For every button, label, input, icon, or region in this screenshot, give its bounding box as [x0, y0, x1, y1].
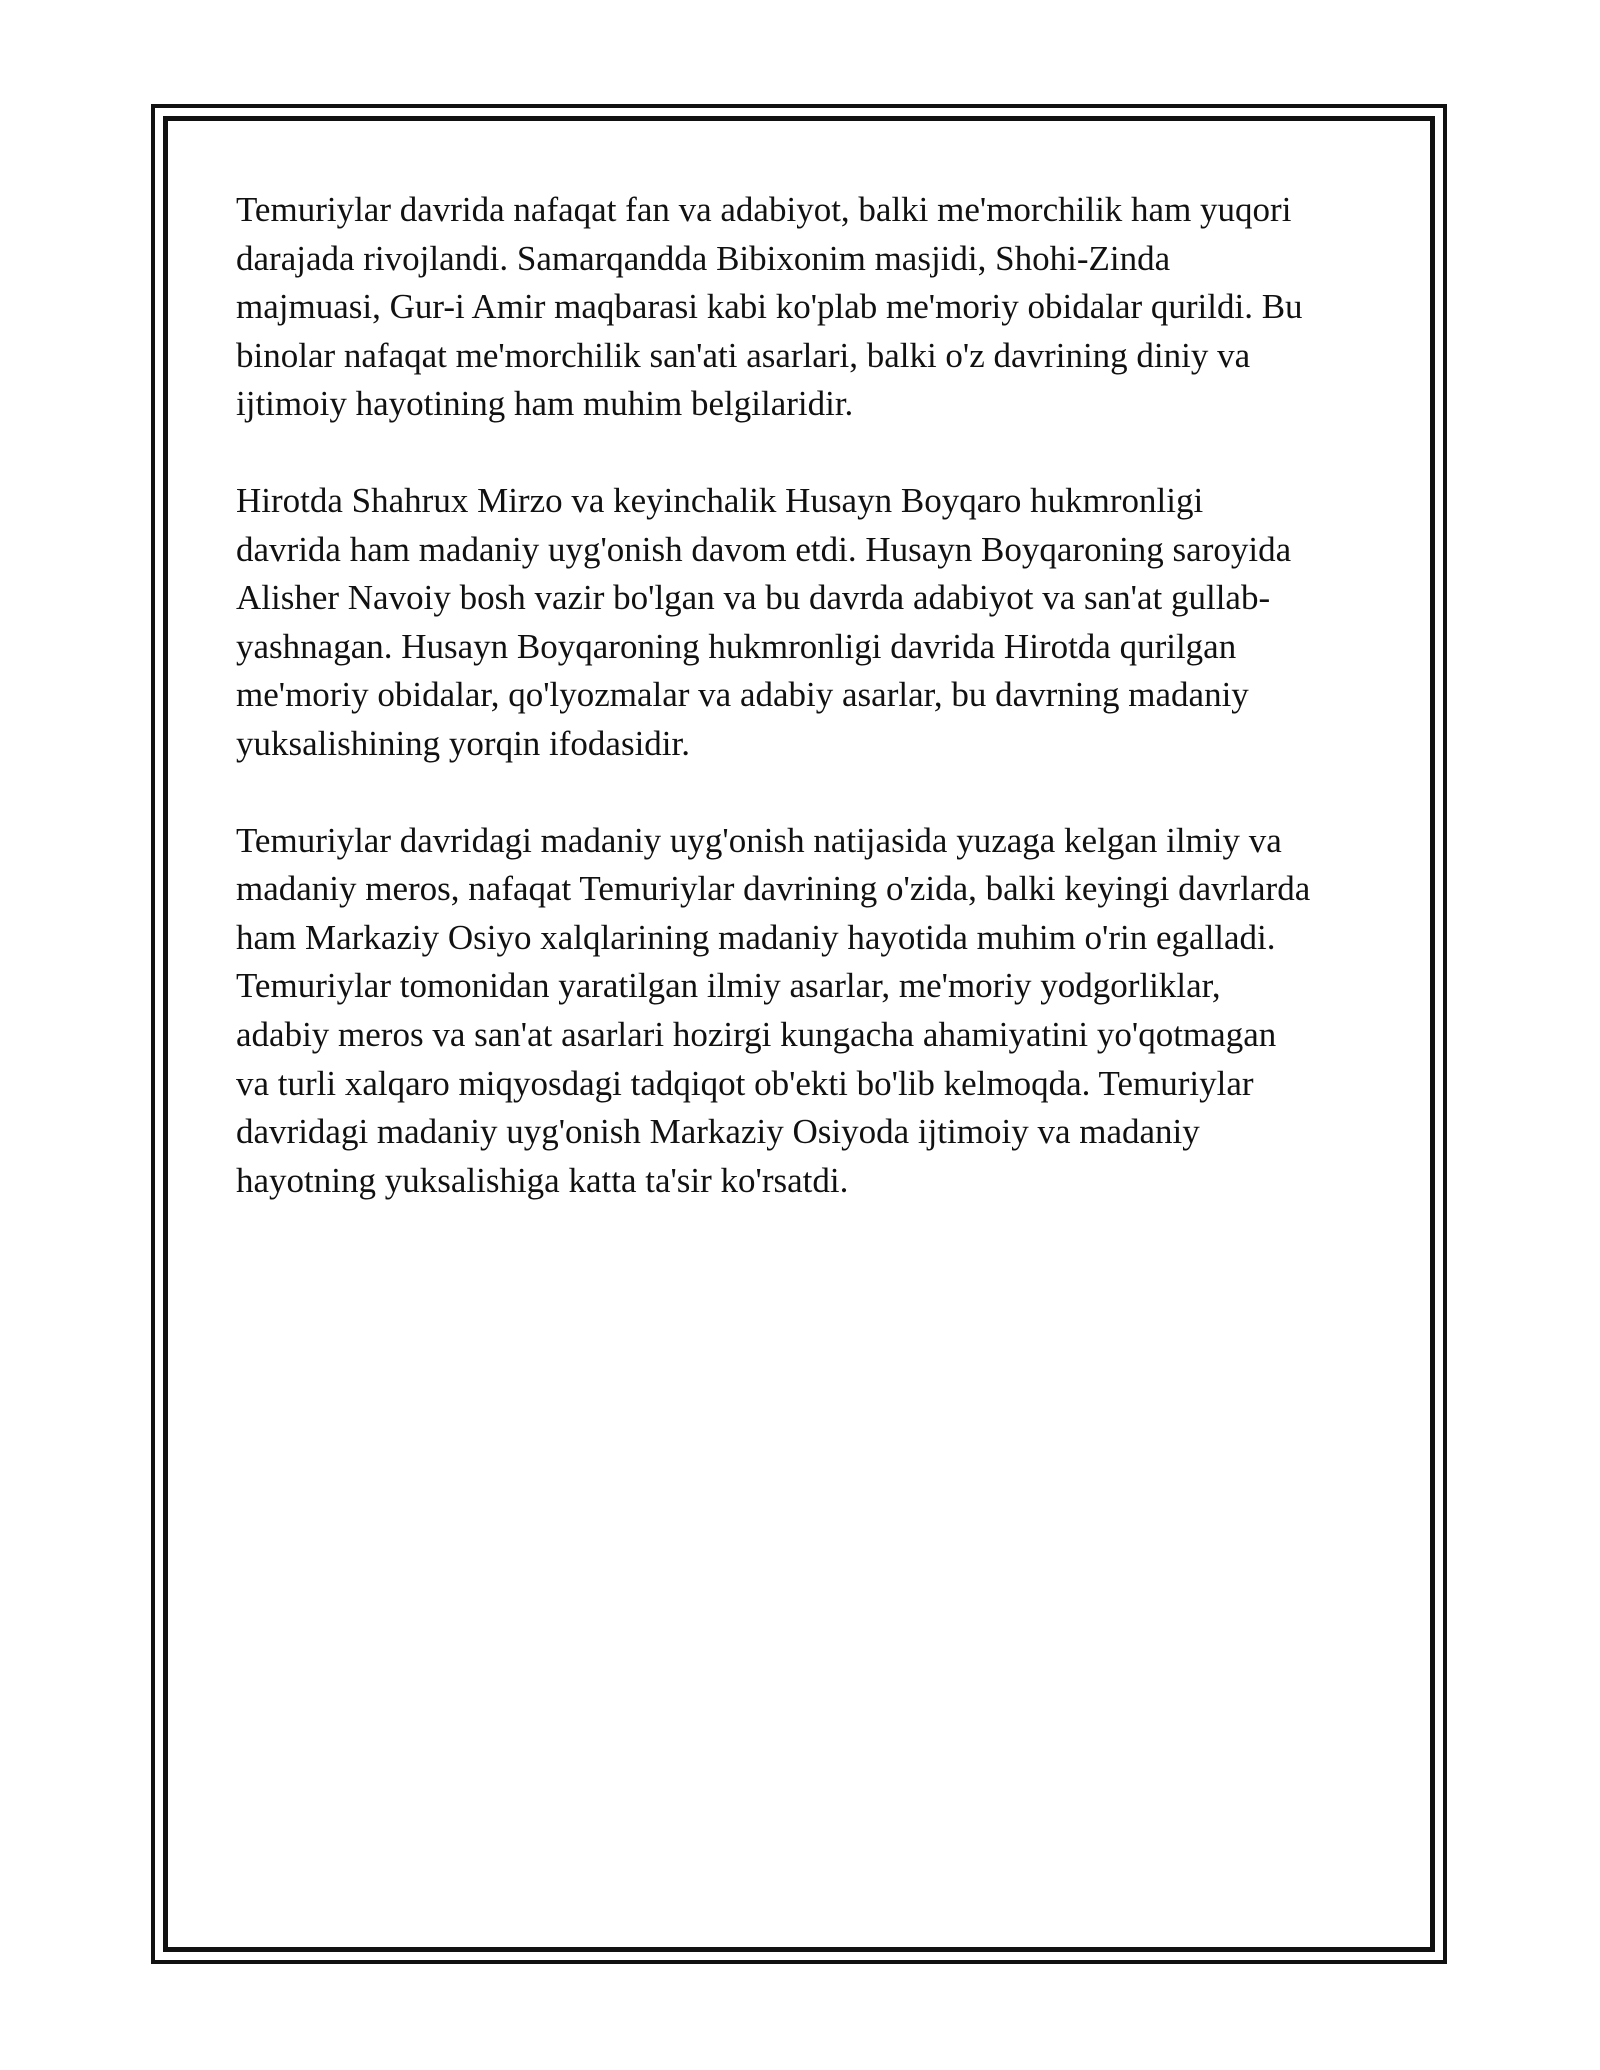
text-line: Temuriylar davrida nafaqat fan va adabiyot, balki me'morchilik ham yuqori [236, 190, 1292, 229]
text-line: Temuriylar davridagi madaniy uyg'onish natijasida yuzaga kelgan ilmiy va [236, 820, 1282, 860]
text-line: Alisher Navoiy bosh vazir bo'lgan va bu davrda adabiyot va san'at gullab- [236, 578, 1271, 618]
text-line: darajada rivojlandi. Samarqandda Bibixonim masjidi, Shohi-Zinda [236, 238, 1171, 278]
text-line: madaniy meros, nafaqat Temuriylar davrining o'zida, balki keyingi davrlarda [236, 869, 1311, 909]
text-line: hayotning yuksalishiga katta ta'sir ko'rsatdi. [236, 1160, 849, 1200]
text-line: adabiy meros va san'at asarlari hozirgi kungacha ahamiyatini yo'qotmagan [236, 1014, 1277, 1054]
text-line: ham Markaziy Osiyo xalqlarining madaniy hayotida muhim o'rin egalladi. [236, 917, 1276, 957]
text-line: Temuriylar tomonidan yaratilgan ilmiy asarlar, me'moriy yodgorliklar, [236, 966, 1221, 1006]
text-line: majmuasi, Gur-i Amir maqbarasi kabi ko'plab me'moriy obidalar qurildi. Bu [236, 287, 1303, 327]
text-line: yuksalishining yorqin ifodasidir. [236, 723, 691, 763]
text-line: va turli xalqaro miqyosdagi tadqiqot ob'ekti bo'lib kelmoqda. Temuriylar [236, 1063, 1254, 1103]
text-line: Hirotda Shahrux Mirzo va keyinchalik Husayn Boyqaro hukmronligi [236, 480, 1204, 520]
text-line: davridagi madaniy uyg'onish Markaziy Osiyoda ijtimoiy va madaniy [236, 1112, 1200, 1152]
document-body [236, 186, 1376, 1253]
text-line: me'moriy obidalar, qo'lyozmalar va adabiy asarlar, bu davrning madaniy [236, 675, 1249, 715]
paragraph-1 [236, 186, 1376, 429]
text-line: davrida ham madaniy uyg'onish davom etdi. Husayn Boyqaroning saroyida [236, 529, 1292, 569]
text-line: yashnagan. Husayn Boyqaroning hukmronligi davrida Hirotda qurilgan [236, 626, 1237, 666]
text-line: ijtimoiy hayotining ham muhim belgilaridir. [236, 384, 854, 424]
paragraph-2 [236, 477, 1376, 769]
paragraph-3 [236, 817, 1376, 1206]
text-line: binolar nafaqat me'morchilik san'ati asarlari, balki o'z davrining diniy va [236, 335, 1251, 375]
